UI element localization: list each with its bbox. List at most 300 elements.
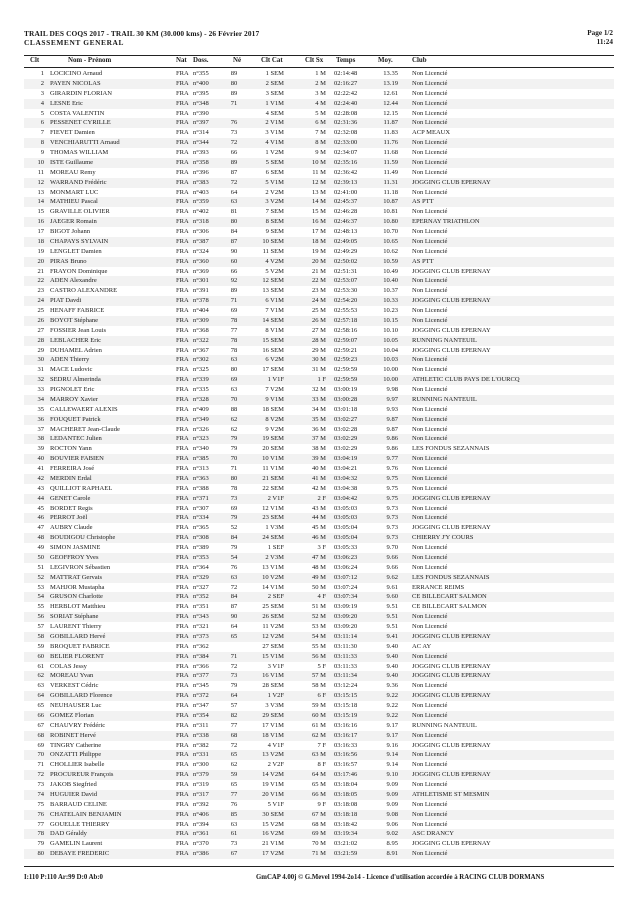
row-bib: n°409 xyxy=(193,405,209,413)
row-birth-year: 80 xyxy=(230,79,238,87)
row-average-speed: 9.17 xyxy=(386,721,398,729)
row-time: 03:02:29 xyxy=(334,445,358,453)
table-row xyxy=(24,425,614,435)
row-name: FIEVET Damien xyxy=(50,129,95,137)
row-club: JOGGING CLUB EPERNAY xyxy=(412,840,491,848)
row-rank: 44 xyxy=(37,494,44,502)
row-club: Non Licencié xyxy=(412,544,448,551)
row-bib: n°387 xyxy=(193,237,209,245)
row-club: Non Licencié xyxy=(412,307,448,314)
row-time: 03:11:30 xyxy=(334,642,358,650)
row-category-rank: 15 V1M xyxy=(262,652,284,660)
row-rank: 70 xyxy=(37,751,44,759)
row-club: Non Licencié xyxy=(412,287,448,295)
row-time: 02:39:13 xyxy=(334,178,358,186)
row-sex-rank: 35 M xyxy=(311,415,326,423)
row-category-rank: 3 V3M xyxy=(265,702,284,709)
row-nationality: FRA xyxy=(176,623,189,630)
table-row xyxy=(24,257,614,267)
row-time: 03:05:33 xyxy=(334,544,358,551)
row-club: Non Licencié xyxy=(412,474,448,482)
row-name: FOSSIER Jean Louis xyxy=(50,326,107,334)
table-row xyxy=(24,820,614,830)
row-birth-year: 61 xyxy=(230,830,238,838)
row-bib: n°402 xyxy=(193,208,209,216)
row-average-speed: 9.40 xyxy=(386,672,398,680)
row-time: 03:04:38 xyxy=(334,484,358,492)
row-average-speed: 9.16 xyxy=(386,741,398,749)
row-category-rank: 3 V1F xyxy=(267,662,284,670)
row-nationality: FRA xyxy=(176,761,189,769)
row-rank: 65 xyxy=(37,702,44,709)
row-club: Non Licencié xyxy=(412,79,448,87)
row-category-rank: 4 V1M xyxy=(265,139,284,147)
row-club: Non Licencié xyxy=(412,208,448,216)
row-time: 02:54:20 xyxy=(334,297,358,305)
row-name: SORIAT Stéphane xyxy=(50,613,99,621)
row-sex-rank: 51 M xyxy=(311,603,326,611)
row-time: 02:24:40 xyxy=(334,99,358,107)
row-category-rank: 12 V2M xyxy=(262,632,284,640)
row-rank: 56 xyxy=(37,613,44,621)
row-bib: n°396 xyxy=(193,168,209,176)
row-name: MAHJOR Mustapha xyxy=(50,583,105,591)
row-rank: 51 xyxy=(37,563,44,571)
row-time: 03:11:33 xyxy=(334,652,358,660)
row-club: Non Licencié xyxy=(412,149,448,156)
row-club: EPERNAY TRIATHLON xyxy=(412,218,480,226)
row-name: GIRARDIN FLORIAN xyxy=(50,89,113,97)
row-category-rank: 15 SEM xyxy=(262,336,284,344)
row-birth-year: 90 xyxy=(230,613,238,621)
row-category-rank: 1 V3M xyxy=(265,524,284,532)
row-sex-rank: 9 M xyxy=(315,149,326,156)
row-rank: 72 xyxy=(37,771,44,779)
row-average-speed: 9.73 xyxy=(386,534,398,542)
row-birth-year: 79 xyxy=(230,682,238,690)
table-row xyxy=(24,178,614,188)
row-rank: 19 xyxy=(37,247,44,255)
table-row xyxy=(24,454,614,464)
row-category-rank: 4 V1F xyxy=(267,741,284,749)
row-rank: 64 xyxy=(37,692,44,700)
row-club: ERRANCE REIMS xyxy=(412,583,465,591)
row-average-speed: 10.15 xyxy=(383,316,398,324)
row-bib: n°335 xyxy=(193,386,209,393)
row-rank: 5 xyxy=(40,109,44,117)
row-category-rank: 11 V2M xyxy=(262,623,284,630)
table-row xyxy=(24,642,614,652)
row-name: CALLEWAERT ALEXIS xyxy=(50,405,118,413)
row-bib: n°383 xyxy=(193,178,209,186)
row-nationality: FRA xyxy=(176,583,189,591)
row-nationality: FRA xyxy=(176,613,189,621)
row-average-speed: 13.35 xyxy=(383,70,398,77)
table-row xyxy=(24,99,614,109)
row-rank: 7 xyxy=(40,129,44,137)
table-row xyxy=(24,533,614,543)
row-average-speed: 12.61 xyxy=(383,89,398,97)
row-average-speed: 10.80 xyxy=(383,218,398,226)
row-bib: n°352 xyxy=(193,593,209,601)
row-time: 02:32:08 xyxy=(334,129,358,137)
row-name: DUHAMEL Adrien xyxy=(50,346,102,354)
row-rank: 25 xyxy=(37,307,44,314)
row-rank: 24 xyxy=(37,297,44,305)
row-name: MERDIN Erdal xyxy=(50,474,92,482)
row-category-rank: 3 V2M xyxy=(265,198,284,206)
row-average-speed: 9.36 xyxy=(386,682,398,690)
row-birth-year: 87 xyxy=(230,237,238,245)
row-category-rank: 10 V1M xyxy=(262,455,284,463)
row-birth-year: 54 xyxy=(230,553,238,561)
row-club: JOGGING CLUB EPERNAY xyxy=(412,326,491,334)
row-name: ONZATTI Philippe xyxy=(50,751,102,759)
row-nationality: FRA xyxy=(176,711,189,719)
row-category-rank: 4 SEM xyxy=(265,109,284,117)
table-row xyxy=(24,355,614,365)
col-header-moy: Moy. xyxy=(378,57,393,64)
row-birth-year: 77 xyxy=(230,326,238,334)
row-rank: 16 xyxy=(37,218,44,226)
row-category-rank: 17 V1M xyxy=(262,721,284,729)
row-bib: n°329 xyxy=(193,573,209,581)
row-average-speed: 10.40 xyxy=(383,277,398,285)
row-club: JOGGING CLUB EPERNAY xyxy=(412,524,491,532)
row-name: GOUELLE THIERRY xyxy=(50,820,110,828)
row-nationality: FRA xyxy=(176,741,189,749)
row-time: 03:11:14 xyxy=(334,632,358,640)
row-bib: n°367 xyxy=(193,346,209,354)
row-time: 02:46:37 xyxy=(334,218,358,226)
row-average-speed: 9.51 xyxy=(386,613,398,621)
row-rank: 79 xyxy=(37,840,44,848)
row-name: QUILLIOT RAPHAEL xyxy=(50,484,113,492)
row-category-rank: 30 SEM xyxy=(262,810,284,818)
row-rank: 47 xyxy=(37,524,44,532)
row-birth-year: 84 xyxy=(230,534,238,542)
row-time: 03:06:23 xyxy=(334,553,358,561)
table-row xyxy=(24,217,614,227)
table-row xyxy=(24,553,614,563)
row-sex-rank: 26 M xyxy=(311,316,326,324)
row-sex-rank: 24 M xyxy=(311,297,326,305)
row-time: 03:07:34 xyxy=(334,593,358,601)
row-nationality: FRA xyxy=(176,139,189,147)
row-average-speed: 9.70 xyxy=(386,544,398,551)
row-time: 02:34:07 xyxy=(334,149,358,156)
row-time: 02:41:00 xyxy=(334,188,358,196)
row-birth-year: 70 xyxy=(230,395,238,403)
row-time: 02:59:59 xyxy=(334,366,358,374)
table-row xyxy=(24,731,614,741)
row-bib: n°302 xyxy=(193,356,209,364)
row-bib: n°364 xyxy=(193,563,209,571)
row-sex-rank: 69 M xyxy=(311,830,326,838)
row-bib: n°366 xyxy=(193,662,209,670)
row-club: Non Licencié xyxy=(412,504,448,512)
row-sex-rank: 49 M xyxy=(311,573,326,581)
row-bib: n°307 xyxy=(193,504,209,512)
row-sex-rank: 13 M xyxy=(311,188,326,196)
row-time: 03:18:08 xyxy=(334,800,358,808)
table-row xyxy=(24,267,614,277)
row-average-speed: 10.00 xyxy=(383,366,398,374)
row-birth-year: 76 xyxy=(230,563,238,571)
row-birth-year: 63 xyxy=(230,820,238,828)
row-birth-year: 71 xyxy=(230,652,238,660)
row-bib: n°397 xyxy=(193,119,209,127)
row-birth-year: 63 xyxy=(230,573,238,581)
row-nationality: FRA xyxy=(176,307,189,314)
row-sex-rank: 14 M xyxy=(311,198,326,206)
row-category-rank: 17 SEM xyxy=(262,366,284,374)
row-sex-rank: 64 M xyxy=(311,771,326,779)
row-sex-rank: 28 M xyxy=(311,336,326,344)
table-row xyxy=(24,336,614,346)
row-name: PERROT Joël xyxy=(50,514,88,522)
row-rank: 50 xyxy=(37,553,44,561)
row-name: FOUQUET Patrick xyxy=(50,415,101,423)
row-bib: n°322 xyxy=(193,336,209,344)
row-nationality: FRA xyxy=(176,366,189,374)
row-name: PIRAS Bruno xyxy=(50,257,87,265)
row-sex-rank: 36 M xyxy=(311,425,326,433)
row-rank: 38 xyxy=(37,435,44,443)
row-rank: 68 xyxy=(37,731,44,739)
row-nationality: FRA xyxy=(176,178,189,186)
row-sex-rank: 33 M xyxy=(311,395,326,403)
row-birth-year: 79 xyxy=(230,544,238,551)
row-name: BOUVIER FABIEN xyxy=(50,455,104,463)
row-nationality: FRA xyxy=(176,662,189,670)
row-club: Non Licencié xyxy=(412,109,448,117)
row-sex-rank: 48 M xyxy=(311,563,326,571)
row-club: ACP MEAUX xyxy=(412,129,451,137)
row-time: 03:16:33 xyxy=(334,741,358,749)
row-club: CE BILLECART SALMON xyxy=(412,593,487,601)
row-name: COLAS Jessy xyxy=(50,662,87,670)
row-name: GEOFFROY Yves xyxy=(50,553,99,561)
row-time: 03:04:19 xyxy=(334,455,358,463)
column-header-row xyxy=(24,56,614,66)
row-category-rank: 21 V1M xyxy=(262,840,284,848)
row-bib: n°343 xyxy=(193,613,209,621)
row-category-rank: 4 V2M xyxy=(265,257,284,265)
table-row xyxy=(24,434,614,444)
row-bib: n°378 xyxy=(193,297,209,305)
row-category-rank: 26 SEM xyxy=(262,613,284,621)
row-average-speed: 9.40 xyxy=(386,652,398,660)
row-category-rank: 14 V2M xyxy=(262,771,284,779)
row-birth-year: 70 xyxy=(230,455,238,463)
row-bib: n°372 xyxy=(193,692,209,700)
row-rank: 71 xyxy=(37,761,44,769)
row-birth-year: 71 xyxy=(230,297,238,305)
row-rank: 13 xyxy=(37,188,44,196)
row-club: Non Licencié xyxy=(412,247,448,255)
row-sex-rank: 6 M xyxy=(315,119,326,127)
row-name: LENGLET Damien xyxy=(50,247,102,255)
table-row xyxy=(24,405,614,415)
row-sex-rank: 67 M xyxy=(311,810,326,818)
row-bib: n°300 xyxy=(193,761,209,769)
row-nationality: FRA xyxy=(176,168,189,176)
header-rule xyxy=(24,67,614,68)
row-rank: 78 xyxy=(37,830,44,838)
col-header-name: Nom - Prénom xyxy=(68,57,112,64)
table-row xyxy=(24,829,614,839)
row-birth-year: 87 xyxy=(230,603,238,611)
row-nationality: FRA xyxy=(176,326,189,334)
row-rank: 26 xyxy=(37,316,44,324)
row-birth-year: 59 xyxy=(230,771,238,779)
row-club: Non Licencié xyxy=(412,465,448,472)
row-bib: n°391 xyxy=(193,287,209,295)
row-club: Non Licencié xyxy=(412,366,448,374)
row-category-rank: 20 SEM xyxy=(262,445,284,453)
row-nationality: FRA xyxy=(176,89,189,97)
row-club: JOGGING CLUB EPERNAY xyxy=(412,672,491,680)
row-category-rank: 15 V2M xyxy=(262,820,284,828)
row-average-speed: 9.66 xyxy=(386,553,398,561)
row-time: 03:09:19 xyxy=(334,603,358,611)
row-club: RUNNING NANTEUIL xyxy=(412,395,477,403)
row-rank: 11 xyxy=(37,168,44,176)
row-bib: n°400 xyxy=(193,79,209,87)
row-name: ROCTON Yann xyxy=(50,445,92,453)
table-row xyxy=(24,671,614,681)
table-row xyxy=(24,721,614,731)
row-sex-rank: 61 M xyxy=(311,721,326,729)
row-nationality: FRA xyxy=(176,129,189,137)
table-row xyxy=(24,622,614,632)
row-category-rank: 10 V2M xyxy=(262,573,284,581)
row-average-speed: 10.05 xyxy=(383,336,398,344)
row-birth-year: 79 xyxy=(230,435,238,443)
row-birth-year: 72 xyxy=(230,139,238,147)
row-name: SEDRU Almerinda xyxy=(50,376,101,384)
table-row xyxy=(24,326,614,336)
row-sex-rank: 50 M xyxy=(311,583,326,591)
row-category-rank: 13 V2M xyxy=(262,751,284,759)
row-time: 03:18:04 xyxy=(334,781,358,788)
row-category-rank: 13 V1M xyxy=(262,563,284,571)
row-bib: n°373 xyxy=(193,632,209,640)
row-rank: 73 xyxy=(37,781,44,788)
row-rank: 53 xyxy=(37,583,44,591)
row-sex-rank: 21 M xyxy=(311,267,326,275)
row-time: 03:07:24 xyxy=(334,583,358,591)
row-rank: 27 xyxy=(37,326,44,334)
row-bib: n°327 xyxy=(193,583,209,591)
row-bib: n°358 xyxy=(193,158,209,166)
row-category-rank: 17 V2M xyxy=(262,850,284,858)
row-rank: 33 xyxy=(37,386,44,393)
row-time: 03:16:56 xyxy=(334,751,358,759)
row-category-rank: 18 SEM xyxy=(262,405,284,413)
table-row xyxy=(24,375,614,385)
row-average-speed: 10.00 xyxy=(383,376,398,384)
row-time: 02:16:27 xyxy=(334,79,358,87)
row-nationality: FRA xyxy=(176,346,189,354)
table-row xyxy=(24,188,614,198)
row-category-rank: 9 V1M xyxy=(265,395,284,403)
row-rank: 58 xyxy=(37,632,44,640)
row-name: CHOLLIER Isabelle xyxy=(50,761,105,769)
row-club: Non Licencié xyxy=(412,623,448,630)
row-time: 02:50:02 xyxy=(334,257,358,265)
row-category-rank: 18 V1M xyxy=(262,731,284,739)
row-average-speed: 9.51 xyxy=(386,603,398,611)
row-average-speed: 9.06 xyxy=(386,820,398,828)
row-club: Non Licencié xyxy=(412,277,448,285)
row-bib: n°308 xyxy=(193,534,209,542)
ranking-subtitle: CLASSEMENT GENERAL xyxy=(24,38,124,47)
row-sex-rank: 19 M xyxy=(311,247,326,255)
table-row xyxy=(24,513,614,523)
row-average-speed: 9.60 xyxy=(386,593,398,601)
row-name: JAKOB Siegfried xyxy=(50,781,97,788)
row-bib: n°393 xyxy=(193,149,209,156)
row-nationality: FRA xyxy=(176,79,189,87)
row-nationality: FRA xyxy=(176,672,189,680)
row-sex-rank: 56 M xyxy=(311,652,326,660)
row-time: 02:33:00 xyxy=(334,139,358,147)
table-row xyxy=(24,316,614,326)
row-average-speed: 9.66 xyxy=(386,563,398,571)
row-sex-rank: 11 M xyxy=(312,168,326,176)
row-club: Non Licencié xyxy=(412,415,448,423)
row-category-rank: 5 V2M xyxy=(265,267,284,275)
row-average-speed: 9.62 xyxy=(386,573,398,581)
row-name: LOCICINO Arnaud xyxy=(50,70,103,77)
row-birth-year: 80 xyxy=(230,474,238,482)
row-name: SIMON JASMINE xyxy=(50,544,101,551)
row-name: LEGIVRON Sébastien xyxy=(50,563,111,571)
row-category-rank: 3 V1M xyxy=(265,129,284,137)
row-category-rank: 29 SEM xyxy=(262,711,284,719)
table-row xyxy=(24,849,614,859)
row-rank: 14 xyxy=(37,198,44,206)
row-category-rank: 1 V2M xyxy=(265,149,284,156)
table-row xyxy=(24,780,614,790)
row-birth-year: 66 xyxy=(230,267,238,275)
row-bib: n°406 xyxy=(193,810,209,818)
row-time: 02:14:48 xyxy=(334,70,358,77)
row-category-rank: 1 V2F xyxy=(267,692,284,700)
row-bib: n°349 xyxy=(193,415,209,423)
row-rank: 32 xyxy=(37,376,44,384)
row-sex-rank: 37 M xyxy=(311,435,326,443)
row-category-rank: 3 SEM xyxy=(265,89,284,97)
row-birth-year: 84 xyxy=(230,593,238,601)
row-bib: n°309 xyxy=(193,316,209,324)
row-average-speed: 11.31 xyxy=(383,178,398,186)
row-club: CHIERRY J'Y COURS xyxy=(412,534,474,542)
row-category-rank: 2 SEF xyxy=(267,593,284,601)
row-birth-year: 64 xyxy=(230,692,238,700)
row-sex-rank: 47 M xyxy=(311,553,326,561)
row-club: Non Licencié xyxy=(412,188,448,196)
row-bib: n°379 xyxy=(193,771,209,779)
row-sex-rank: 68 M xyxy=(311,820,326,828)
table-row xyxy=(24,148,614,158)
table-row xyxy=(24,346,614,356)
row-birth-year: 73 xyxy=(230,494,238,502)
row-average-speed: 10.87 xyxy=(383,198,398,206)
row-nationality: FRA xyxy=(176,336,189,344)
